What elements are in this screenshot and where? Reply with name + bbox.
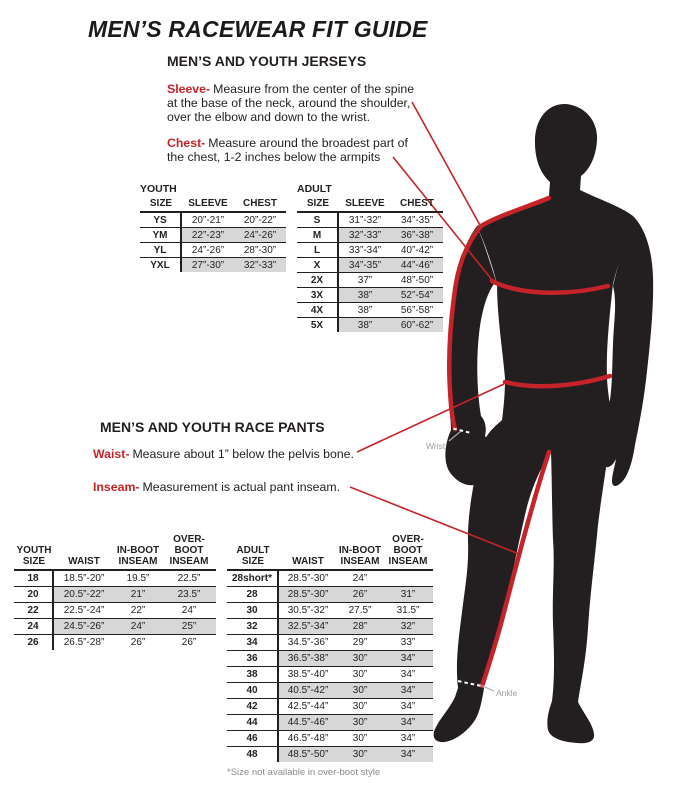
column-header: OVER-BOOT INSEAM	[169, 534, 209, 567]
sleeve-instruction	[167, 83, 427, 124]
cell-size: 46	[227, 731, 279, 746]
cell-value: 28.5”-30”	[279, 587, 337, 602]
cell-size: S	[297, 213, 339, 227]
cell-size: M	[297, 228, 339, 242]
wrist-label: Wrist	[426, 441, 446, 451]
waist-instruction-text: Measure about 1” below the pelvis bone.	[132, 447, 354, 461]
cell-value: 38”	[339, 288, 391, 302]
table-row	[14, 603, 216, 619]
table-row	[297, 243, 443, 258]
cell-value: 38”	[357, 304, 373, 316]
cell-value: 29”	[352, 637, 368, 648]
page-title: MEN’S RACEWEAR FIT GUIDE	[88, 16, 428, 42]
body-left-arm	[445, 226, 496, 485]
cell-value: 24.5”-26”	[54, 619, 114, 634]
table-row	[227, 731, 433, 747]
cell-value: 22”	[130, 605, 146, 616]
cell-value: 31”-32”	[348, 214, 382, 226]
cell-value: 38”	[339, 318, 391, 332]
cell-size: 20	[14, 587, 54, 602]
table-row	[297, 318, 443, 332]
column-header: IN-BOOT INSEAM	[338, 545, 382, 567]
cell-value: 24”	[352, 573, 368, 584]
jerseys-section-heading: MEN’S AND YOUTH JERSEYS	[167, 53, 367, 69]
table-row	[297, 258, 443, 273]
cell-size: 34	[227, 635, 279, 650]
cell-value: 34”-35”	[339, 258, 391, 272]
table-row	[227, 667, 433, 683]
cell-value: 34”	[400, 701, 416, 712]
cell-value	[383, 571, 433, 586]
cell-size: 3X	[297, 288, 339, 302]
cell-value: 44”-46”	[391, 258, 443, 272]
cell-value: 28.5”-30”	[287, 573, 329, 584]
youth-jersey-table-grid	[140, 198, 286, 272]
cell-value: 40”-42”	[400, 244, 434, 256]
cell-value: 20.5”-22”	[54, 587, 114, 602]
cell-value: 52”-54”	[391, 288, 443, 302]
cell-size: 32	[227, 619, 279, 634]
cell-value: 26”	[130, 637, 146, 648]
table-row	[227, 715, 433, 731]
cell-value: 38.5”-40”	[287, 669, 329, 680]
cell-value: 37”	[357, 274, 373, 286]
table-row	[14, 587, 216, 603]
table-row	[227, 699, 433, 715]
cell-value: 30”	[337, 747, 383, 762]
cell-value: 18.5”-20”	[63, 573, 105, 584]
overboot-footnote: *Size not available in over-boot style	[227, 767, 381, 778]
cell-size: 2X	[297, 273, 339, 287]
cell-size: X	[297, 258, 339, 272]
table-row	[227, 651, 433, 667]
table-row	[227, 587, 433, 603]
cell-value: 23.5”	[162, 587, 216, 602]
cell-value: 34”	[383, 683, 433, 698]
adult-pants-table-grid	[227, 534, 433, 762]
youth-pants-table-grid	[14, 534, 216, 650]
table-row	[140, 243, 286, 258]
cell-value: 60”-62”	[391, 318, 443, 332]
table-row	[297, 213, 443, 228]
cell-value: 40.5”-42”	[279, 683, 337, 698]
cell-value: 42.5”-44”	[287, 701, 329, 712]
table-row	[140, 258, 286, 272]
cell-value: 21”	[114, 587, 162, 602]
cell-value: 30.5”-32”	[287, 605, 329, 616]
cell-value: 30”	[352, 733, 368, 744]
chest-instruction	[167, 137, 427, 165]
cell-size: 28	[227, 587, 279, 602]
sleeve-instruction-text: Measure from the center of the spine at the base of the neck, around the shoulder, over the elbow and down to the wrist.	[167, 82, 415, 124]
cell-size: 4X	[297, 303, 339, 317]
cell-value: 25”	[162, 619, 216, 634]
inseam-instruction-text: Measurement is actual pant inseam.	[142, 480, 341, 494]
cell-value: 32”	[383, 619, 433, 634]
cell-value: 44.5”-46”	[279, 715, 337, 730]
adult-jersey-table-grid	[297, 198, 443, 332]
cell-value: 48”-50”	[400, 274, 434, 286]
column-header: SIZE	[149, 198, 173, 209]
cell-size: 30	[227, 603, 279, 618]
adult-pants-size-table	[227, 534, 433, 778]
cell-value: 33”	[400, 637, 416, 648]
ankle-label: Ankle	[496, 688, 518, 698]
table-row	[297, 273, 443, 288]
cell-size: 22	[14, 603, 54, 618]
cell-value: 24”-26”	[234, 228, 286, 242]
cell-value: 33”-34”	[348, 244, 382, 256]
cell-value: 27”-30”	[182, 258, 234, 272]
table-row	[140, 228, 286, 243]
column-header: OVER-BOOT INSEAM	[388, 534, 428, 567]
column-header: SLEEVE	[188, 198, 228, 209]
cell-size: L	[297, 243, 339, 257]
cell-value: 19.5”	[126, 573, 150, 584]
cell-size: 18	[14, 571, 54, 586]
waist-instruction	[93, 448, 423, 462]
table-row	[227, 683, 433, 699]
table-row	[14, 571, 216, 587]
pants-section-heading: MEN’S AND YOUTH RACE PANTS	[100, 419, 325, 435]
youth-pants-size-table	[14, 534, 216, 650]
table-header-row	[14, 534, 216, 571]
cell-value: 34”	[383, 715, 433, 730]
cell-value: 28”	[337, 619, 383, 634]
inseam-instruction	[93, 481, 423, 495]
table-row	[14, 619, 216, 635]
column-header: WAIST	[292, 556, 324, 567]
cell-value: 26.5”-28”	[63, 637, 105, 648]
cell-value: 24”	[114, 619, 162, 634]
cell-value: 34”-35”	[400, 214, 434, 226]
cell-size: 26	[14, 635, 54, 650]
chest-instruction-text: Measure around the broadest part of the chest, 1-2 inches below the armpits	[167, 136, 408, 164]
table-row	[14, 635, 216, 650]
column-header: ADULT SIZE	[236, 545, 270, 567]
cell-value: 22.5”-24”	[63, 605, 105, 616]
cell-value: 34”	[400, 733, 416, 744]
column-header: IN-BOOT INSEAM	[116, 545, 160, 567]
cell-value: 34.5”-36”	[287, 637, 329, 648]
cell-size: 44	[227, 715, 279, 730]
table-row	[297, 228, 443, 243]
table-row	[297, 288, 443, 303]
cell-value: 46.5”-48”	[287, 733, 329, 744]
cell-value: 20”-21”	[191, 214, 225, 226]
cell-size: 38	[227, 667, 279, 682]
cell-value: 31”	[383, 587, 433, 602]
cell-value: 24”	[181, 605, 197, 616]
column-header: CHEST	[400, 198, 434, 209]
table-row	[227, 603, 433, 619]
cell-value: 48.5”-50”	[279, 747, 337, 762]
cell-value: 34”	[383, 651, 433, 666]
cell-size: 40	[227, 683, 279, 698]
inseam-instruction-label: Inseam-	[93, 480, 140, 494]
cell-size: 36	[227, 651, 279, 666]
youth-jersey-table-label: YOUTH	[140, 183, 177, 195]
cell-value: 28”-30”	[243, 244, 277, 256]
cell-size: YM	[140, 228, 182, 242]
cell-value: 27.5”	[348, 605, 372, 616]
column-header: YOUTH SIZE	[16, 545, 52, 567]
waist-instruction-label: Waist-	[93, 447, 130, 461]
cell-value: 24”-26”	[191, 244, 225, 256]
cell-size: YL	[140, 243, 182, 257]
column-header: SLEEVE	[345, 198, 385, 209]
cell-size: YS	[140, 213, 182, 227]
cell-size: 5X	[297, 318, 339, 332]
cell-value: 26”	[181, 637, 197, 648]
cell-value: 36”-38”	[391, 228, 443, 242]
adult-jersey-table-label: ADULT	[297, 183, 332, 195]
table-row	[140, 213, 286, 228]
table-row	[227, 747, 433, 762]
sleeve-instruction-label: Sleeve-	[167, 82, 211, 96]
cell-size: YXL	[140, 258, 182, 272]
table-row	[297, 303, 443, 318]
cell-value: 34”	[383, 747, 433, 762]
table-header-row	[297, 198, 443, 213]
cell-value: 30”	[337, 683, 383, 698]
cell-size: 28short*	[227, 571, 279, 586]
cell-value: 20”-22”	[243, 214, 277, 226]
table-header-row	[227, 534, 433, 571]
cell-value: 31.5”	[396, 605, 420, 616]
cell-value: 22.5”	[177, 573, 201, 584]
cell-value: 22”-23”	[182, 228, 234, 242]
table-row	[227, 619, 433, 635]
table-row	[227, 571, 433, 587]
cell-size: 42	[227, 699, 279, 714]
column-header: CHEST	[243, 198, 277, 209]
cell-value: 32”-33”	[234, 258, 286, 272]
cell-value: 30”	[352, 669, 368, 680]
table-header-row	[140, 198, 286, 213]
cell-value: 26”	[337, 587, 383, 602]
cell-value: 30”	[352, 701, 368, 712]
cell-value: 30”	[337, 651, 383, 666]
youth-jersey-size-table	[140, 183, 286, 272]
cell-value: 32.5”-34”	[279, 619, 337, 634]
table-row	[227, 635, 433, 651]
column-header: WAIST	[68, 556, 100, 567]
cell-size: 24	[14, 619, 54, 634]
cell-value: 56”-58”	[400, 304, 434, 316]
cell-value: 32”-33”	[339, 228, 391, 242]
cell-size: 48	[227, 747, 279, 762]
column-header: SIZE	[306, 198, 330, 209]
cell-value: 36.5”-38”	[279, 651, 337, 666]
cell-value: 34”	[400, 669, 416, 680]
adult-jersey-size-table	[297, 183, 443, 332]
chest-instruction-label: Chest-	[167, 136, 206, 150]
cell-value: 30”	[337, 715, 383, 730]
